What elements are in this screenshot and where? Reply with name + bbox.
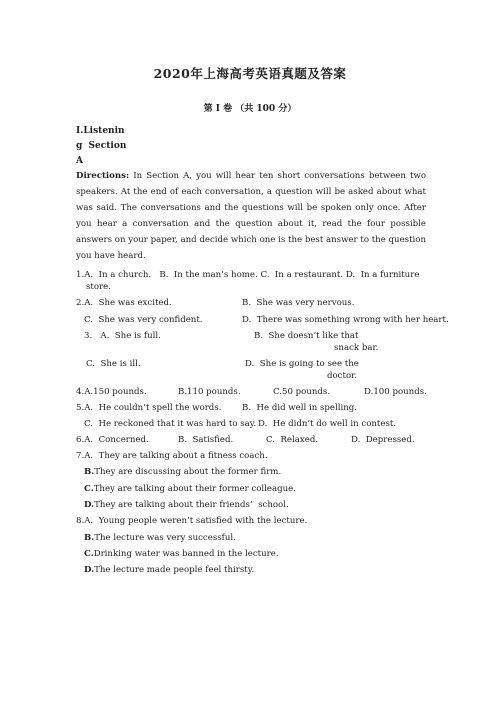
q8-b-letter: B. <box>84 533 95 543</box>
q7-d-letter: D. <box>84 500 95 510</box>
q7-b-text: They are discussing about the former firm. <box>94 467 282 477</box>
q2-option-a: 2.A. She was excited. <box>76 298 172 308</box>
q7-option-b <box>84 467 281 478</box>
q7-c-text: They are talking about their former colleague. <box>93 484 296 494</box>
q3-option-a: 3. A. She is full. <box>84 331 161 341</box>
q3-option-b-line2: snack bar. <box>334 343 379 353</box>
q7-c-letter: C. <box>84 484 94 494</box>
part-heading-line2: g Section <box>76 141 127 151</box>
q3-option-d-line1: D. She is going to see the <box>245 359 359 369</box>
q2-option-c: C. She was very confident. <box>84 315 203 325</box>
q6-option-c: C. Relaxed. <box>266 435 319 445</box>
directions-paragraph <box>76 168 426 264</box>
q8-option-a: 8.A. Young people weren’t satisfied with the lecture. <box>76 516 308 526</box>
q3-option-c: C. She is ill. <box>86 359 141 369</box>
q7-option-a: 7.A. They are talking about a fitness coach. <box>76 451 268 461</box>
q3-option-b-line1: B. She doesn’t like that <box>254 331 359 341</box>
q8-c-letter: C. <box>84 549 94 559</box>
directions-label: Directions: <box>76 171 130 181</box>
q8-b-text: The lecture was very successful. <box>94 533 236 543</box>
q6-option-a: 6.A. Concerned. <box>76 435 149 445</box>
q4-option-c: C.50 pounds. <box>273 387 331 397</box>
q7-option-d <box>84 500 289 511</box>
q6-option-d: D. Depressed. <box>351 435 415 445</box>
q5-option-a: 5.A. He couldn’t spell the words. <box>76 403 222 413</box>
q8-option-b <box>84 533 236 544</box>
q8-d-text: The lecture made people feel thirsty. <box>94 565 255 575</box>
q3-option-d-line2: doctor. <box>327 371 358 381</box>
directions-text: In Section A, you will hear ten short conversations between two speakers. At the end of each conversation, a question will be asked about what was said. The conversations and the questions will be spoken only once. After you hear a conversation and the question about it, read the four possible answers on your paper, and decide which one is the best answer to the question you have heard. <box>76 171 426 261</box>
page-title: 2020年上海高考英语真题及答案 <box>153 66 347 81</box>
q5-option-c: C. He reckoned that it was hard to say. <box>84 419 257 429</box>
section-letter: A <box>76 156 83 166</box>
q8-option-d <box>84 565 254 576</box>
part-subtitle: 第 I 卷 （共 100 分） <box>203 104 297 114</box>
q5-option-b: B. He did well in spelling. <box>242 403 358 413</box>
q4-option-a: 4.A.150 pounds. <box>76 387 147 397</box>
q2-option-b: B. She was very nervous. <box>242 298 355 308</box>
q6-option-b: B. Satisfied. <box>178 435 234 445</box>
q1-line2: store. <box>86 282 111 292</box>
part-heading-line1: I.Listenin <box>76 126 125 136</box>
q8-option-c <box>84 549 279 560</box>
q7-d-text: They are talking about their friends’ school. <box>94 500 289 510</box>
q4-option-b: B.110 pounds. <box>178 387 241 397</box>
q4-option-d: D.100 pounds. <box>364 387 427 397</box>
q8-c-text: Drinking water was banned in the lecture. <box>93 549 279 559</box>
q7-option-c <box>84 484 296 495</box>
q2-option-d: D. There was something wrong with her heart. <box>242 315 449 325</box>
q5-option-d: D. He didn’t do well in contest. <box>258 419 397 429</box>
q1-line1: 1.A. In a church. B. In the man’s home. C. In a restaurant. D. In a furniture <box>76 270 420 280</box>
q8-d-letter: D. <box>84 565 95 575</box>
q7-b-letter: B. <box>84 467 95 477</box>
